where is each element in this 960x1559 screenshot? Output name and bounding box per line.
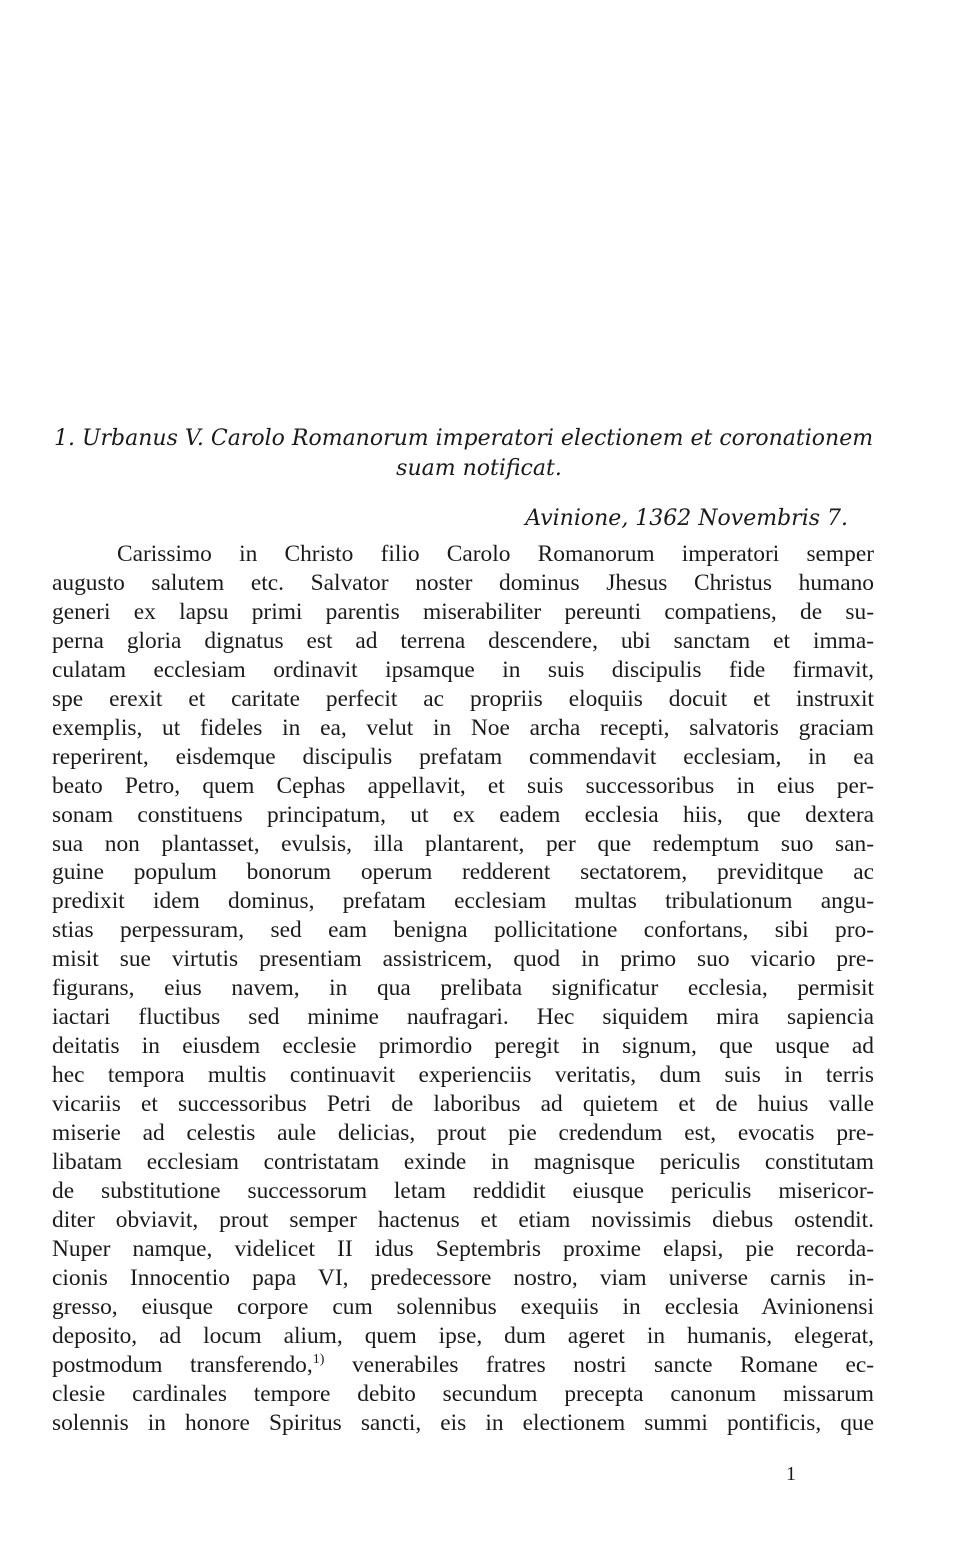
text-line: gresso, eiusque corpore cum solennibus exequiis in ecclesia Avinionensi: [52, 1293, 874, 1320]
text-line: perna gloria dignatus est ad terrena descendere, ubi sanctam et imma-: [52, 627, 874, 654]
text-line: beato Petro, quem Cephas appellavit, et suis successoribus in eius per-: [52, 772, 874, 799]
document-heading: [54, 424, 884, 484]
text-line: vicariis et successoribus Petri de laboribus ad quietem et de huius valle: [52, 1091, 874, 1118]
heading-title-line-2: suam notificat.: [396, 456, 562, 481]
text-line: deitatis in eiusdem ecclesie primordio peregit in signum, que usque ad: [52, 1033, 874, 1060]
text-line: spe erexit et caritate perfecit ac propriis eloquiis docuit et instruxit: [52, 685, 874, 712]
text-line: hec tempora multis continuavit experienciis veritatis, dum suis in terris: [52, 1062, 874, 1089]
text-line: solennis in honore Spiritus sancti, eis in electionem summi pontificis, que: [52, 1409, 874, 1436]
text-line: miserie ad celestis aule delicias, prout pie credendum est, evocatis pre-: [52, 1120, 874, 1147]
text-line: clesie cardinales tempore debito secundum precepta canonum missarum: [52, 1380, 874, 1407]
text-line: sua non plantasset, evulsis, illa plantarent, per que redemptum suo san-: [52, 830, 874, 857]
text-line: culatam ecclesiam ordinavit ipsamque in suis discipulis fide firmavit,: [52, 656, 874, 683]
page-number: 1: [786, 1463, 796, 1485]
text-line: libatam ecclesiam contristatam exinde in magnisque periculis constitutam: [52, 1149, 874, 1176]
heading-line-1: [54, 424, 884, 454]
dateline: Avinione, 1362 Novembris 7.: [525, 506, 848, 531]
text-line: predixit idem dominus, prefatam ecclesiam multas tribulationum angu-: [52, 888, 874, 915]
text-line: de substitutione successorum letam reddidit eiusque periculis misericor-: [52, 1177, 874, 1204]
text-line: generi ex lapsu primi parentis miserabiliter pereunti compatiens, de su-: [52, 598, 874, 625]
text-line: augusto salutem etc. Salvator noster dominus Jhesus Christus humano: [52, 569, 874, 596]
text-line: misit sue virtutis presentiam assistricem, quod in primo suo vicario pre-: [52, 946, 874, 973]
text-line: Carissimo in Christo filio Carolo Romanorum imperatori semper: [117, 541, 874, 567]
document-number: 1.: [54, 426, 75, 451]
text-line: exemplis, ut fideles in ea, velut in Noe archa recepti, salvatoris graciam: [52, 714, 874, 741]
text-line: cionis Innocentio papa VI, predecessore nostro, viam universe carnis in-: [52, 1264, 874, 1291]
text-line: iactari fluctibus sed minime naufragari. Hec siquidem mira sapiencia: [52, 1004, 874, 1031]
heading-title-line-1: Urbanus V. Carolo Romanorum imperatori electionem et coronationem: [82, 426, 874, 451]
text-line: reperirent, eisdemque discipulis prefatam commendavit ecclesiam, in ea: [52, 743, 874, 770]
body-text: [52, 540, 874, 1438]
text-line: guine populum bonorum operum redderent sectatorem, previditque ac: [52, 859, 874, 886]
text-line: stias perpessuram, sed eam benigna pollicitatione confortans, sibi pro-: [52, 917, 874, 944]
text-line: sonam constituens principatum, ut ex eadem ecclesia hiis, que dextera: [52, 801, 874, 828]
text-line: figurans, eius navem, in qua prelibata significatur ecclesia, permisit: [52, 975, 874, 1002]
text-line: [52, 1351, 874, 1380]
text-line: deposito, ad locum alium, quem ipse, dum ageret in humanis, elegerat,: [52, 1322, 874, 1349]
text-line: diter obviavit, prout semper hactenus et etiam novissimis diebus ostendit.: [52, 1206, 874, 1233]
text-segment: venerabiles fratres nostri sancte Romane ec-: [351, 1351, 874, 1378]
text-segment: postmodum transferendo,: [52, 1351, 313, 1378]
footnote-marker: 1): [312, 1351, 325, 1367]
text-line: Nuper namque, videlicet II idus Septembris proxime elapsi, pie recorda-: [52, 1235, 874, 1262]
